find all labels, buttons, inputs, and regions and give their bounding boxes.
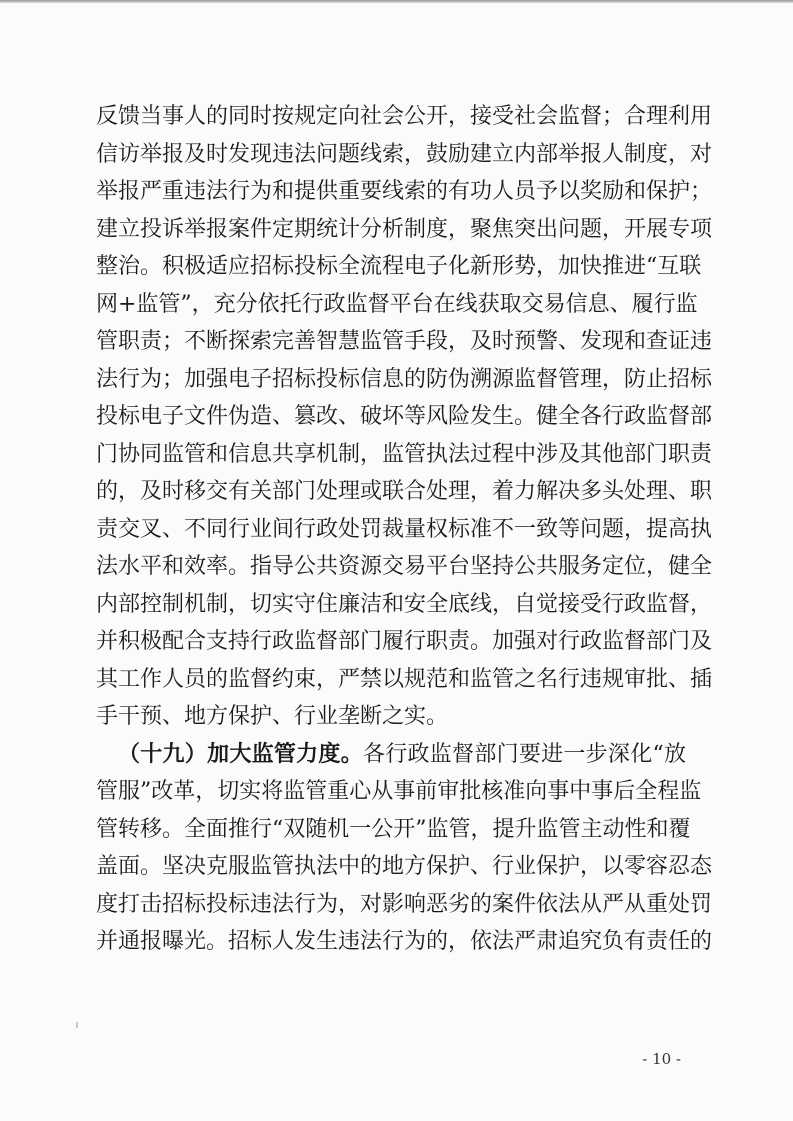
body-line: 法水平和效率。指导公共资源交易平台坚持公共服务定位，健全 — [96, 554, 713, 579]
body-line: 责交叉、不同行业间行政处罚裁量权标准不一致等问题，提高执 — [96, 517, 713, 542]
body-line: 法行为；加强电子招标投标信息的防伪溯源监督管理，防止招标 — [96, 367, 713, 392]
section-19-lead-text: 各行政监督部门要进一步深化“放 — [362, 742, 686, 767]
section-19-line: 并通报曝光。招标人发生违法行为的，依法严肃追究负有责任的 — [96, 929, 713, 954]
body-line: 建立投诉举报案件定期统计分析制度，聚焦突出问题，开展专项 — [96, 217, 713, 242]
scan-speck — [76, 1022, 78, 1028]
paragraph-end-line: 手干预、地方保护、行业垄断之实。 — [96, 704, 449, 729]
section-19-line: 盖面。坚决克服监管执法中的地方保护、行业保护，以零容忍态 — [96, 854, 713, 879]
section-19-first-line — [118, 741, 686, 769]
body-line: 投标电子文件伪造、篡改、破坏等风险发生。健全各行政监督部 — [96, 404, 713, 429]
body-line: 内部控制机制，切实守住廉洁和安全底线，自觉接受行政监督， — [96, 592, 713, 617]
page-number: - 10 - — [642, 1050, 681, 1068]
body-line: 管职责；不断探索完善智慧监管手段，及时预警、发现和查证违 — [96, 329, 713, 354]
section-19-heading: （十九）加大监管力度。 — [118, 742, 363, 767]
body-line: 的，及时移交有关部门处理或联合处理，着力解决多头处理、职 — [96, 479, 713, 504]
body-line: 反馈当事人的同时按规定向社会公开，接受社会监督；合理利用 — [96, 104, 713, 129]
scan-top-edge — [0, 0, 793, 3]
body-line: 门协同监管和信息共享机制，监管执法过程中涉及其他部门职责 — [96, 442, 713, 467]
section-19-line: 度打击招标投标违法行为，对影响恶劣的案件依法从严从重处罚 — [96, 892, 713, 917]
section-19-line: 管转移。全面推行“双随机一公开”监管，提升监管主动性和覆 — [96, 817, 691, 842]
body-line: 并积极配合支持行政监督部门履行职责。加强对行政监督部门及 — [96, 629, 713, 654]
body-line: 其工作人员的监督约束，严禁以规范和监管之名行违规审批、插 — [96, 667, 713, 692]
body-line: 举报严重违法行为和提供重要线索的有功人员予以奖励和保护； — [96, 179, 713, 204]
section-19-line: 管服”改革，切实将监管重心从事前审批核准向事中事后全程监 — [96, 779, 702, 804]
body-line: 信访举报及时发现违法问题线索，鼓励建立内部举报人制度，对 — [96, 142, 713, 167]
body-line: 整治。积极适应招标投标全流程电子化新形势，加快推进“互联 — [96, 254, 702, 279]
body-line: 网+监管”，充分依托行政监督平台在线获取交易信息、履行监 — [96, 292, 698, 317]
